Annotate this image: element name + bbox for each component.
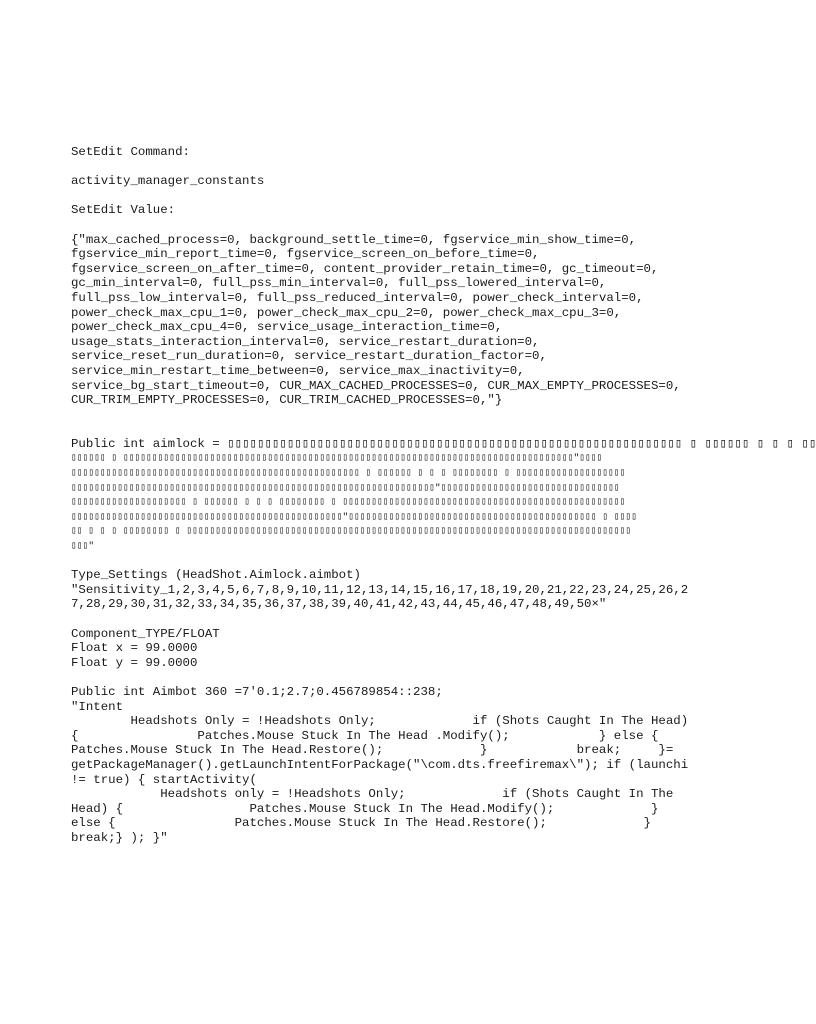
setedit-command-value: activity_manager_constants [71, 174, 265, 189]
aimbot-line: Public int Aimbot 360 =7'0.1;2.7;0.456789854::238; [71, 684, 443, 699]
component-line: Float x = 99.0000 [71, 641, 198, 656]
setedit-value-line: fgservice_screen_on_after_time=0, content_provider_retain_time=0, gc_timeout=0, [71, 261, 659, 276]
aimbot-line: Headshots only = !Headshots Only; if (Shots Caught In The [71, 787, 674, 802]
aimbot-line: break;} ); }" [71, 830, 168, 845]
component-block [71, 627, 697, 671]
document-page [71, 145, 816, 846]
aimbot-line: { Patches.Mouse Stuck In The Head .Modify(); } else { [71, 728, 659, 743]
aimlock-block [71, 436, 816, 554]
aimbot-line: Headshots Only = !Headshots Only; if (Shots Caught In The Head) [71, 714, 689, 729]
setedit-value-line: fgservice_min_report_time=0, fgservice_screen_on_before_time=0, [71, 247, 540, 262]
type-settings-line: Type_Settings (HeadShot.Aimlock.aimbot) [71, 568, 361, 583]
aimlock-line: ▯▯▯▯▯▯▯▯▯▯▯▯▯▯▯▯▯▯▯▯▯▯▯▯▯▯▯▯▯▯▯▯▯▯▯▯▯▯▯▯▯▯▯▯▯▯▯▯▯▯▯▯▯▯▯▯▯▯▯▯▯▯▯"▯▯▯▯▯▯▯▯▯▯▯▯▯▯▯▯▯▯▯▯▯▯▯▯▯▯▯▯▯▯▯ [71, 481, 620, 493]
setedit-value-label: SetEdit Value: [71, 203, 176, 218]
setedit-value-line: service_min_restart_time_between=0, service_max_inactivity=0, [71, 363, 525, 378]
setedit-value-line: service_reset_run_duration=0, service_restart_duration_factor=0, [71, 349, 547, 364]
aimlock-line: ▯▯▯▯▯▯ ▯ ▯▯▯▯▯▯▯▯▯▯▯▯▯▯▯▯▯▯▯▯▯▯▯▯▯▯▯▯▯▯▯▯▯▯▯▯▯▯▯▯▯▯▯▯▯▯▯▯▯▯▯▯▯▯▯▯▯▯▯▯▯▯▯▯▯▯▯▯▯▯▯▯▯▯▯▯▯▯"▯▯▯▯ [71, 452, 603, 464]
type-settings-line: "Sensitivity_1,2,3,4,5,6,7,8,9,10,11,12,13,14,15,16,17,18,19,20,21,22,23,24,25,26,2 [71, 582, 689, 597]
setedit-value-line: gc_min_interval=0, full_pss_min_interval=0, full_pss_lowered_interval=0, [71, 276, 607, 291]
type-settings-block [71, 568, 697, 612]
setedit-value-line: full_pss_low_interval=0, full_pss_reduced_interval=0, power_check_interval=0, [71, 290, 644, 305]
setedit-command-label: SetEdit Command: [71, 145, 190, 159]
setedit-value-line: usage_stats_interaction_interval=0, service_restart_duration=0, [71, 334, 540, 349]
setedit-value-line: {"max_cached_process=0, background_settle_time=0, fgservice_min_show_time=0, [71, 232, 637, 247]
component-line: Component_TYPE/FLOAT [71, 626, 220, 641]
aimlock-line: ▯▯ ▯ ▯ ▯ ▯▯▯▯▯▯▯▯ ▯ ▯▯▯▯▯▯▯▯▯▯▯▯▯▯▯▯▯▯▯▯▯▯▯▯▯▯▯▯▯▯▯▯▯▯▯▯▯▯▯▯▯▯▯▯▯▯▯▯▯▯▯▯▯▯▯▯▯▯▯▯▯▯▯▯▯▯▯▯▯▯▯▯▯▯▯▯▯ [71, 525, 632, 537]
aimbot-line: else { Patches.Mouse Stuck In The Head.Restore(); } [71, 816, 651, 831]
setedit-value-line: CUR_TRIM_EMPTY_PROCESSES=0, CUR_TRIM_CACHED_PROCESSES=0,"} [71, 393, 503, 408]
aimlock-line: ▯▯▯▯▯▯▯▯▯▯▯▯▯▯▯▯▯▯▯▯▯▯▯▯▯▯▯▯▯▯▯▯▯▯▯▯▯▯▯▯▯▯▯▯▯▯▯"▯▯▯▯▯▯▯▯▯▯▯▯▯▯▯▯▯▯▯▯▯▯▯▯▯▯▯▯▯▯▯▯▯▯▯▯▯▯▯▯▯▯▯ ▯ ▯▯▯▯ [71, 510, 637, 522]
aimbot-line: != true) { startActivity( [71, 772, 257, 787]
setedit-value-line: power_check_max_cpu_1=0, power_check_max_cpu_2=0, power_check_max_cpu_3=0, [71, 305, 622, 320]
setedit-value-line: power_check_max_cpu_4=0, service_usage_interaction_time=0, [71, 320, 503, 335]
aimbot-line: "Intent [71, 699, 124, 714]
aimlock-line: ▯▯▯▯▯▯▯▯▯▯▯▯▯▯▯▯▯▯▯▯▯▯▯▯▯▯▯▯▯▯▯▯▯▯▯▯▯▯▯▯▯▯▯▯▯▯▯▯▯▯ ▯ ▯▯▯▯▯▯ ▯ ▯ ▯ ▯▯▯▯▯▯▯▯ ▯ ▯▯▯▯▯▯▯▯▯▯▯▯▯▯▯▯▯▯▯ [71, 467, 626, 479]
aimbot-line: Head) { Patches.Mouse Stuck In The Head.Modify(); } [71, 801, 659, 816]
aimlock-line: ▯▯▯" [71, 540, 95, 552]
aimlock-line: Public int aimlock = ▯▯▯▯▯▯▯▯▯▯▯▯▯▯▯▯▯▯▯▯▯▯▯▯▯▯▯▯▯▯▯▯▯▯▯▯▯▯▯▯▯▯▯▯▯▯▯▯▯▯▯▯▯▯▯▯▯▯▯▯▯ ▯ ▯▯▯▯▯▯ ▯ ▯ ▯ ▯▯ [71, 436, 816, 451]
setedit-value-line: service_bg_start_timeout=0, CUR_MAX_CACHED_PROCESSES=0, CUR_MAX_EMPTY_PROCESSES=0, [71, 378, 681, 393]
type-settings-line: 7,28,29,30,31,32,33,34,35,36,37,38,39,40,41,42,43,44,45,46,47,48,49,50×" [71, 597, 607, 612]
component-line: Float y = 99.0000 [71, 655, 198, 670]
aimbot-line: getPackageManager().getLaunchIntentForPackage("\com.dts.freefiremax\"); if (launchi [71, 757, 689, 772]
setedit-value-block [71, 233, 697, 408]
aimbot-line: Patches.Mouse Stuck In The Head.Restore(); } break; }= [71, 743, 674, 758]
aimbot-block [71, 685, 697, 846]
aimlock-line: ▯▯▯▯▯▯▯▯▯▯▯▯▯▯▯▯▯▯▯▯ ▯ ▯▯▯▯▯▯ ▯ ▯ ▯ ▯▯▯▯▯▯▯▯ ▯ ▯▯▯▯▯▯▯▯▯▯▯▯▯▯▯▯▯▯▯▯▯▯▯▯▯▯▯▯▯▯▯▯▯▯▯▯▯▯▯▯▯▯▯▯▯▯▯▯▯ [71, 496, 626, 508]
